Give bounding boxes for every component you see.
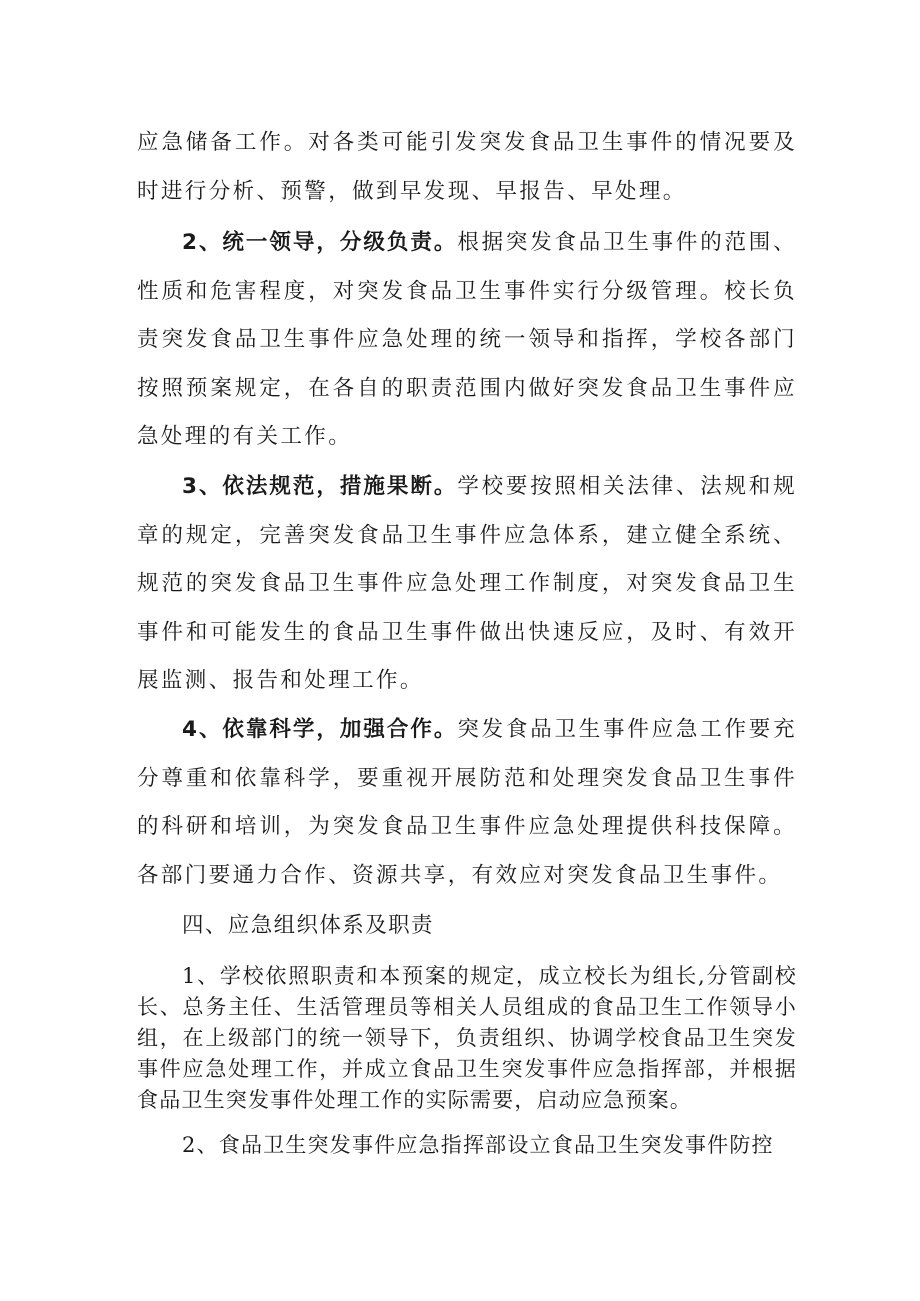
principle-3-title: 3、依法规范，措施果断。 xyxy=(182,474,458,499)
principle-2-title: 2、统一领导，分级负责。 xyxy=(182,230,458,255)
paragraph-continuation xyxy=(137,119,797,216)
paragraph-principle-2 xyxy=(137,219,797,462)
principle-2-text: 根据突发食品卫生事件的范围、性质和危害程度，对突发食品卫生事件实行分级管理。校长负责突发食品卫生事件应急处理的统一领导和指挥，学校各部门按照预案规定，在各自的职责范围内做好突发食品卫生事件应急处理的有关工作。 xyxy=(137,230,797,449)
paragraph-text: 应急储备工作。对各类可能引发突发食品卫生事件的情况要及时进行分析、预警，做到早发现、早报告、早处理。 xyxy=(137,130,797,204)
principle-3-text: 学校要按照相关法律、法规和规章的规定，完善突发食品卫生事件应急体系，建立健全系统、规范的突发食品卫生事件应急处理工作制度，对突发食品卫生事件和可能发生的食品卫生事件做出快速反应，及时、有效开展监测、报告和处理工作。 xyxy=(137,474,797,693)
section-paragraph-1-text: 1、学校依照职责和本预案的规定，成立校长为组长,分管副校长、总务主任、生活管理员等相关人员组成的食品卫生工作领导小组，在上级部门的统一领导下，负责组织、协调学校食品卫生突发事件应急处理工作，并成立食品卫生突发事件应急指挥部，并根据食品卫生突发事件处理工作的实际需要，启动应急预案。 xyxy=(137,964,797,1112)
section-paragraph-2-text: 2、食品卫生突发事件应急指挥部设立食品卫生突发事件防控 xyxy=(182,1133,774,1157)
paragraph-principle-4 xyxy=(137,706,797,900)
section-paragraph-2 xyxy=(137,1130,797,1161)
principle-4-title: 4、依靠科学，加强合作。 xyxy=(182,717,458,742)
paragraph-principle-3 xyxy=(137,463,797,706)
section-heading: 四、应急组织体系及职责 xyxy=(182,913,434,938)
principle-4-text: 突发食品卫生事件应急工作要充分尊重和依靠科学，要重视开展防范和处理突发食品卫生事件的科研和培训，为突发食品卫生事件应急处理提供科技保障。各部门要通力合作、资源共享，有效应对突发食品卫生事件。 xyxy=(137,717,797,888)
section-paragraph-1 xyxy=(137,961,797,1116)
